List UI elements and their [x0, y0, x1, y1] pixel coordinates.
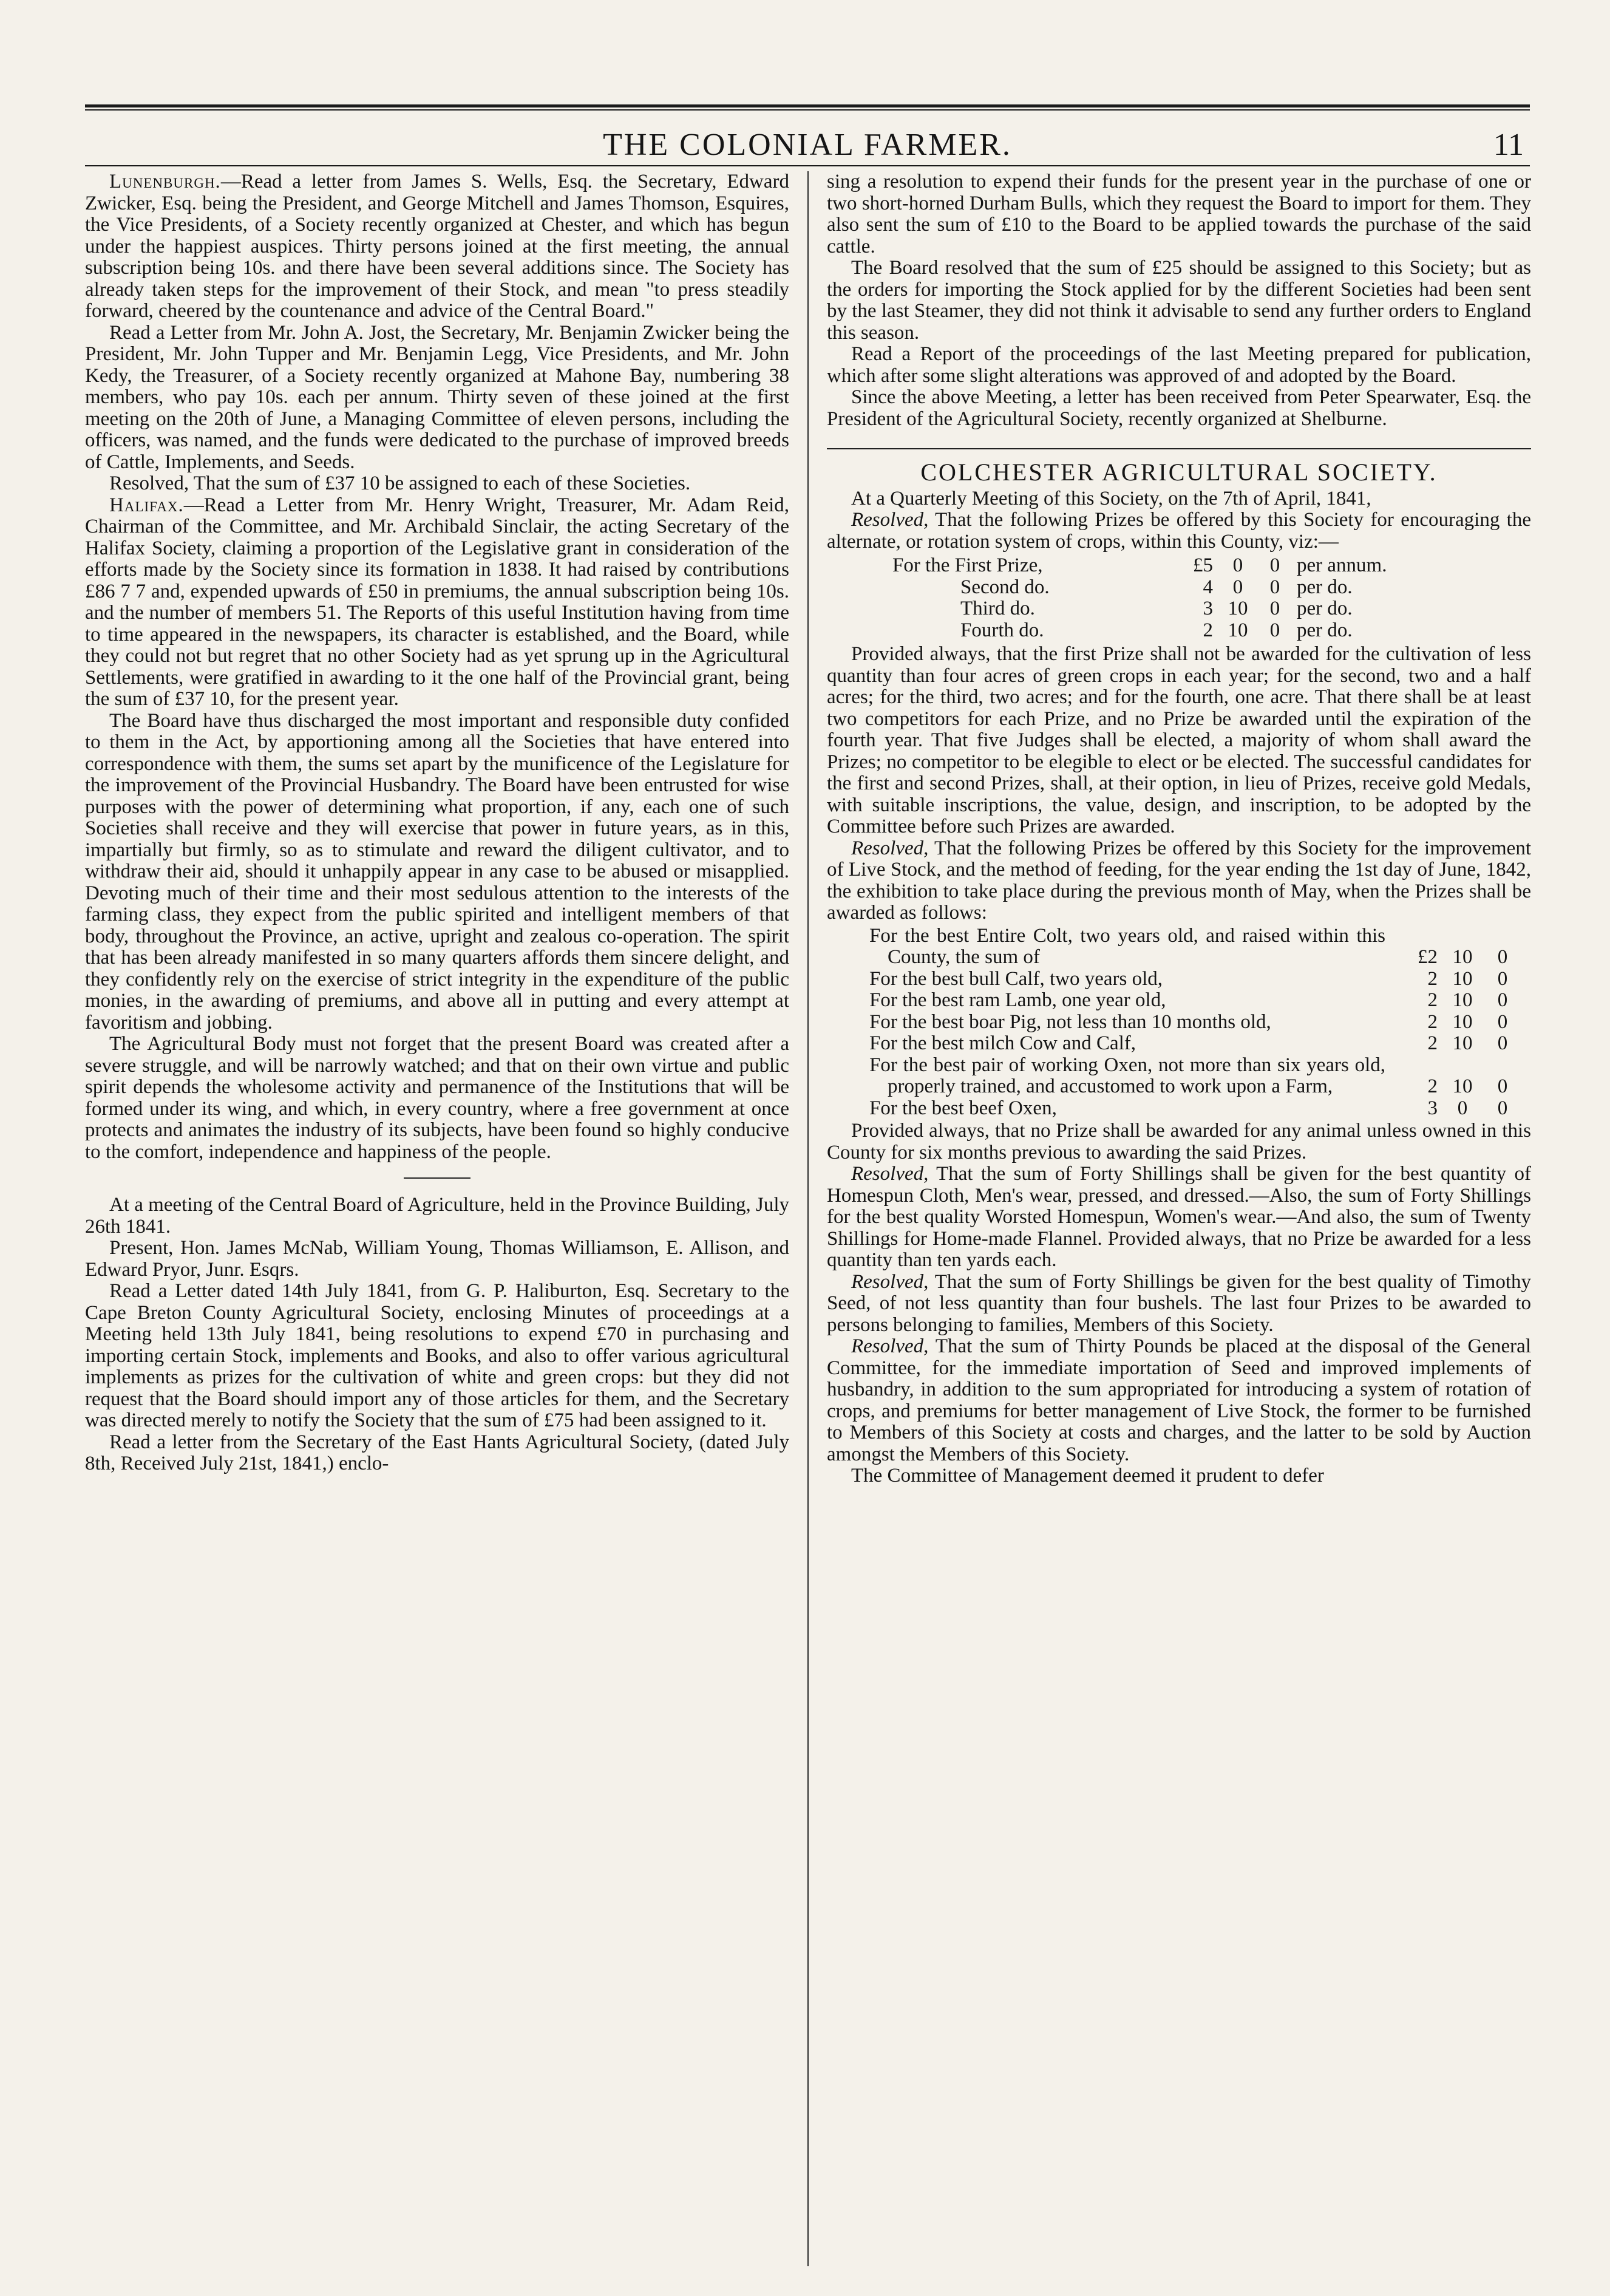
- crop-prize-pounds: 3: [1203, 598, 1213, 619]
- crop-prize-row: [888, 555, 1391, 577]
- live-prize-shillings: 10: [1452, 967, 1473, 990]
- continued-paragraph-2: The Board resolved that the sum of £25 should be assigned to this Society; but as the orders for importing the Stock applied for by the different Societies had been sent by the last Steamer, they did not think it advisable to send any further orders to England this season.: [827, 257, 1531, 344]
- section-separator: [404, 1177, 470, 1179]
- live-prize-shillings: 0: [1457, 1097, 1468, 1119]
- crop-prize-label: Second do.: [960, 576, 1050, 598]
- section-rule: [827, 448, 1531, 449]
- live-prize-shillings: 10: [1452, 1010, 1473, 1033]
- live-prize-label: For the best beef Oxen,: [869, 1097, 1057, 1119]
- page-header: [85, 126, 1530, 164]
- live-prize-row: [863, 1033, 1523, 1055]
- live-prize-pence: 0: [1497, 1097, 1508, 1119]
- header-rule-bottom: [85, 165, 1530, 166]
- live-prize-pence: 0: [1497, 1010, 1508, 1033]
- colchester-resolution-2: Resolved, That the following Prizes be offered by this Society for the improvement of Live Stock, and the method of feeding, for the year ending the 1st day of June, 1842, the exhibition to take place during the previous month of May, when the Prizes shall be awarded as follows:: [827, 837, 1531, 924]
- live-prize-shillings: 10: [1452, 989, 1473, 1011]
- live-prize-pounds: 2: [1427, 1032, 1438, 1054]
- continued-paragraph-4: Since the above Meeting, a letter has been received from Peter Spearwater, Esq. the President of the Agricultural Society, recently organized at Shelburne.: [827, 386, 1531, 430]
- column-divider: [807, 171, 809, 2266]
- meeting-paragraph-3: Read a Letter dated 14th July 1841, from G. P. Haliburton, Esq. Secretary to the Cape Breton County Agricultural Society, enclosing Minutes of proceedings at a Meeting held 13th July 1841, being resolutions to expend £70 in purchasing and importing certain Stock, implements and Books, and also to offer various agricultural implements as prizes for the cultivation of white and green crops: but they did not request that the Board should import any of those articles for them, and the Secretary was directed merely to notify the Society that the sum of £75 had been assigned to it.: [85, 1280, 789, 1431]
- header-rule-thin: [85, 109, 1530, 111]
- colchester-resolution-1: Resolved, That the following Prizes be offered by this Society for encouraging the alternate, or rotation system of crops, within this County, viz:—: [827, 509, 1531, 553]
- live-prize-pounds: £2: [1418, 946, 1438, 968]
- live-stock-prizes-table: [863, 925, 1523, 1120]
- board-paragraph-2: The Agricultural Body must not forget that the present Board was created after a severe struggle, and will be narrowly watched; and that on their own virtue and public spirit depends the wholesome activity and permanence of the Institutions that will be formed under its wing, and which, in every country, where a free government at once protects and animates the industry of its subjects, have been found so highly conducive to the comfort, independence and happiness of the people.: [85, 1033, 789, 1163]
- colchester-paragraph-3: Provided always, that the first Prize shall not be awarded for the cultivation of less quantity than four acres of green crops in each year; for the second, two and a half acres; for the third, two acres; and for the fourth, one acre. That there shall be at least two competitors for each Prize, and no Prize be awarded until the expiration of the fourth year. That five Judges shall be elected, a majority of whom shall award the Prizes; no competitor to be elegible to elect or be elected. The successful candidates for the first and second Prizes, shall, at their option, in lieu of Prizes, receive gold Medals, with suitable inscriptions, the value, design, and inscription, to be adopted by the Committee before such Prizes are awarded.: [827, 643, 1531, 837]
- live-prize-label: For the best bull Calf, two years old,: [869, 967, 1163, 990]
- crop-prizes-table: [888, 555, 1391, 641]
- meeting-paragraph-2: Present, Hon. James McNab, William Young, Thomas Williamson, E. Allison, and Edward Pryor, Junr. Esqrs.: [85, 1237, 789, 1281]
- page-title: THE COLONIAL FARMER.: [603, 128, 1012, 162]
- colchester-resolution-4: Resolved, That the sum of Forty Shillings be given for the best quality of Timothy Seed, of not less quantity than four bushels. The last four Prizes to be awarded to persons belonging to families, Members of this Society.: [827, 1270, 1531, 1336]
- newspaper-page: [85, 0, 1530, 2296]
- crop-prize-period: per annum.: [1297, 554, 1387, 576]
- live-prize-pence: 0: [1497, 1032, 1508, 1054]
- live-prize-label: For the best pair of working Oxen, not more than six years old, properly trained, and accustomed to work upon a Farm,: [869, 1054, 1385, 1097]
- right-column: [827, 171, 1531, 1487]
- crop-prize-pence: 0: [1269, 554, 1280, 576]
- live-prize-row: [863, 1012, 1523, 1034]
- crop-prize-pence: 0: [1269, 619, 1280, 641]
- live-prize-pounds: 2: [1427, 1010, 1438, 1033]
- live-prize-row: [863, 990, 1523, 1012]
- crop-prize-row: [888, 598, 1391, 620]
- crop-prize-label: Third do.: [960, 598, 1035, 619]
- live-prize-pence: 0: [1497, 967, 1508, 990]
- live-prize-pounds: 2: [1427, 967, 1438, 990]
- left-column: [85, 171, 789, 1475]
- crop-prize-shillings: 0: [1232, 576, 1243, 598]
- crop-prize-shillings: 10: [1228, 598, 1248, 619]
- crop-prize-label: Fourth do.: [960, 619, 1044, 641]
- crop-prize-pounds: 2: [1203, 619, 1213, 641]
- live-prize-row: [863, 1098, 1523, 1120]
- live-prize-label: For the best milch Cow and Calf,: [869, 1032, 1136, 1054]
- live-prize-pence: 0: [1497, 1075, 1508, 1097]
- halifax-paragraph: Halifax.—Read a Letter from Mr. Henry Wright, Treasurer, Mr. Adam Reid, Chairman of the Committee, and Mr. Archibald Sinclair, the acting Secretary of the Halifax Society, claiming a proportion of the Legislative grant in consideration of the efforts made by the Society since its formation in 1838. It had raised by contributions £86 7 7 and, expended upwards of £50 in premiums, the annual subscription being 10s. and the number of members 51. The Reports of this useful Institution having from time to time appeared in the newspapers, its character is established, and the Board, while they could not but regret that no other Society had as yet sprung up in the Agricultural Settlements, were gratified in awarding to it the one half of the Provincial grant, being the sum of £37 10, for the present year.: [85, 494, 789, 710]
- live-prize-shillings: 10: [1452, 1075, 1473, 1097]
- colchester-resolution-3: Resolved, That the sum of Forty Shillings shall be given for the best quantity of Homespun Cloth, Men's wear, pressed, and dressed.—Also, the sum of Forty Shillings for the best quality Worsted Homespun, Women's wear.—And also, the sum of Twenty Shillings for Home-made Flannel. Provided always, that no Prize be awarded for a less quantity than ten yards each.: [827, 1163, 1531, 1271]
- live-prize-shillings: 10: [1452, 1032, 1473, 1054]
- live-prize-row: [863, 969, 1523, 990]
- live-prize-row: [863, 925, 1523, 969]
- live-prize-pounds: 3: [1427, 1097, 1438, 1119]
- lunenburgh-heading: Lunenburgh.: [109, 171, 221, 192]
- crop-prize-row: [888, 620, 1391, 642]
- meeting-paragraph-4: Read a letter from the Secretary of the East Hants Agricultural Society, (dated July 8th, Received July 21st, 1841,) enclo-: [85, 1431, 789, 1474]
- crop-prize-label: For the First Prize,: [892, 554, 1043, 576]
- live-prize-pounds: 2: [1427, 989, 1438, 1011]
- page-number: 11: [1493, 128, 1524, 162]
- crop-prize-period: per do.: [1297, 576, 1353, 598]
- crop-prize-period: per do.: [1297, 619, 1353, 641]
- crop-prize-period: per do.: [1297, 598, 1353, 619]
- header-rule-top: [85, 104, 1530, 107]
- continued-paragraph-3: Read a Report of the proceedings of the last Meeting prepared for publication, which after some slight alterations was approved of and adopted by the Board.: [827, 343, 1531, 387]
- colchester-paragraph-5: Provided always, that no Prize shall be awarded for any animal unless owned in this County for six months previous to awarding the said Prizes.: [827, 1120, 1531, 1163]
- live-prize-pence: 0: [1497, 989, 1508, 1011]
- live-prize-pounds: 2: [1427, 1075, 1438, 1097]
- crop-prize-row: [888, 577, 1391, 599]
- crop-prize-pence: 0: [1269, 576, 1280, 598]
- live-prize-row: [863, 1055, 1523, 1098]
- lunenburgh-paragraph-1: Lunenburgh.—Read a letter from James S. Wells, Esq. the Secretary, Edward Zwicker, Esq. being the President, and George Mitchell and James Thomson, Esquires, the Vice Presidents, of a Society recently organized at Chester, and which has begun under the happiest auspices. Thirty persons joined at the first meeting, the annual subscription being 10s. and there have been several additions since. The Society has already taken steps for the improvement of their Stock, and mean "to press steadily forward, cheered by the countenance and advice of the Central Board.": [85, 171, 789, 322]
- meeting-paragraph-1: At a meeting of the Central Board of Agriculture, held in the Province Building, July 26th 1841.: [85, 1194, 789, 1238]
- crop-prize-pounds: 4: [1203, 576, 1213, 598]
- lunenburgh-paragraph-2: Read a Letter from Mr. John A. Jost, the Secretary, Mr. Benjamin Zwicker being the President, Mr. John Tupper and Mr. Benjamin Legg, Vice Presidents, and Mr. John Kedy, the Treasurer, of a Society recently organized at Mahone Bay, numbering 38 members, who pay 10s. each per annum. Thirty seven of these joined at the first meeting on the 20th of June, a Managing Committee of eleven persons, including the officers, was named, and the funds were dedicated to the purchase of improved breeds of Cattle, Implements, and Seeds.: [85, 321, 789, 473]
- crop-prize-shillings: 10: [1228, 619, 1248, 641]
- live-prize-label: For the best Entire Colt, two years old, and raised within this County, the sum of: [869, 924, 1385, 968]
- colchester-paragraph-9: The Committee of Management deemed it prudent to defer: [851, 1465, 1324, 1487]
- crop-prize-shillings: 0: [1232, 554, 1243, 576]
- live-prize-pence: 0: [1497, 946, 1508, 968]
- colchester-resolution-5: Resolved, That the sum of Thirty Pounds be placed at the disposal of the General Committee, for the immediate importation of Seed and improved implements of husbandry, in addition to the sum appropriated for introducing a system of rotation of crops, and premiums for better management of Live Stock, the former to be furnished to Members of this Society at costs and charges, and the latter to be sold by Auction amongst the Members of this Society.: [827, 1335, 1531, 1465]
- colchester-paragraph-1: At a Quarterly Meeting of this Society, on the 7th of April, 1841,: [851, 487, 1371, 509]
- lunenburgh-paragraph-3: Resolved, That the sum of £37 10 be assigned to each of these Societies.: [109, 472, 691, 494]
- board-paragraph-1: The Board have thus discharged the most important and responsible duty confided to them in the Act, by apportioning among all the Societies that have entered into correspondence with them, the sums set apart by the munificence of the Legislature for the improvement of the Provincial Husbandry. The Board have been entrusted for wise purposes with the power of determining what proportion, if any, each one of such Societies shall receive and they will exercise that power in future years, as in this, impartially but firmly, so as to stimulate and reward the diligent cultivator, and to withdraw their aid, should it unhappily appear in any case to be abused or misapplied. Devoting much of their time and their most sedulous attention to the interests of the farming class, they expect from the public spirited and intelligent members of that body, throughout the Province, an active, upright and zealous co-operation. The spirit that has been already manifested in so many quarters affords them sincere delight, and they confidently rely on the exercise of strict integrity in the expenditure of the public monies, in the awarding of premiums, and above all in putting and every attempt at favoritism and jobbing.: [85, 709, 789, 1034]
- colchester-heading: COLCHESTER AGRICULTURAL SOCIETY.: [920, 458, 1438, 486]
- crop-prize-pounds: £5: [1193, 554, 1213, 576]
- halifax-heading: Halifax.: [109, 494, 184, 516]
- live-prize-label: For the best ram Lamb, one year old,: [869, 989, 1166, 1011]
- crop-prize-pence: 0: [1269, 598, 1280, 619]
- live-prize-label: For the best boar Pig, not less than 10 months old,: [869, 1010, 1271, 1033]
- live-prize-shillings: 10: [1452, 946, 1473, 968]
- continued-paragraph-1: sing a resolution to expend their funds for the present year in the purchase of one or two short-horned Durham Bulls, which they request the Board to import for them. They also sent the sum of £10 to the Board to be applied towards the purchase of the said cattle.: [827, 171, 1531, 257]
